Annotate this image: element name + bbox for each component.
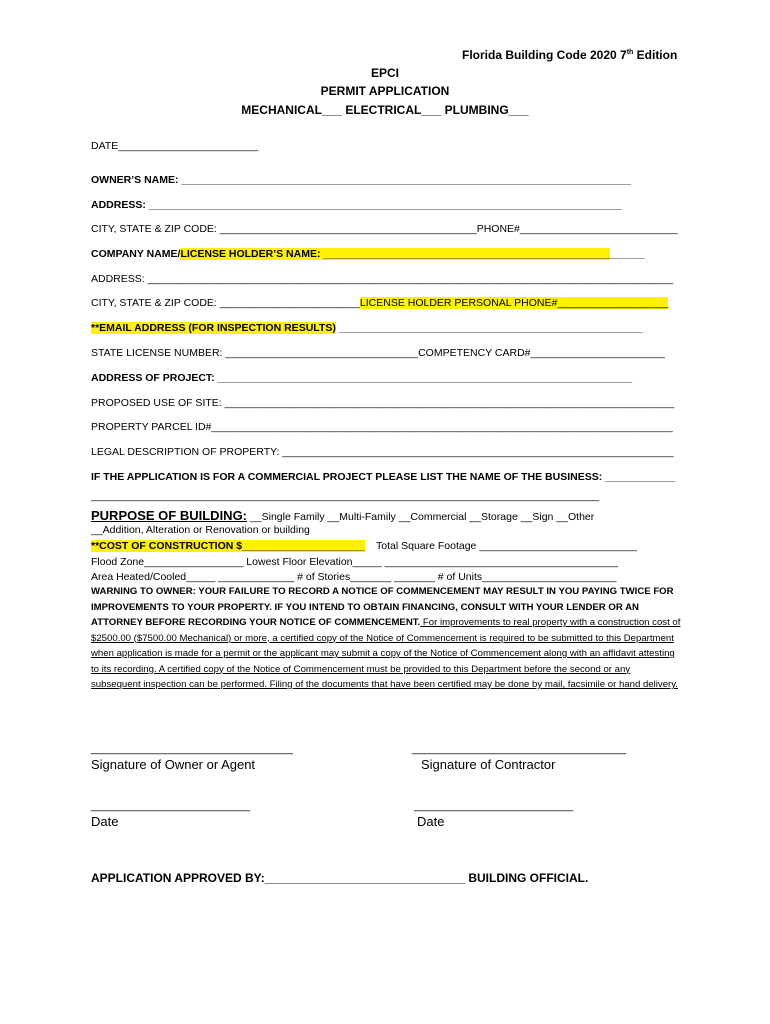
- area-heated-field[interactable]: Area Heated/Cooled_____ _____________ # of Stories_______ _______ # of Units_______________________: [91, 571, 617, 583]
- cost-of-construction-field[interactable]: **COST OF CONSTRUCTION $_____________________: [91, 540, 365, 552]
- commercial-business-field[interactable]: IF THE APPLICATION IS FOR A COMMERCIAL PROJECT PLEASE LIST THE NAME OF THE BUSINESS: ____________: [91, 471, 676, 483]
- license-holder-phone-highlight: LICENSE HOLDER PERSONAL PHONE#___________________: [359, 297, 669, 309]
- date-field[interactable]: DATE________________________: [91, 140, 259, 152]
- company-city-field[interactable]: CITY, STATE & ZIP CODE: ________________________LICENSE HOLDER PERSONAL PHONE#___________________: [91, 297, 669, 309]
- contractor-date-label: Date: [417, 814, 445, 829]
- form-title-epci: EPCI: [370, 66, 399, 80]
- email-highlight: **EMAIL ADDRESS (FOR INSPECTION RESULTS): [91, 322, 336, 334]
- owner-city-phone-field[interactable]: CITY, STATE & ZIP CODE: ____________________________________________PHONE#___________________________: [91, 223, 678, 235]
- owner-date-label: Date: [91, 814, 119, 829]
- purpose-of-building-row: [91, 507, 594, 525]
- application-approved-by[interactable]: APPLICATION APPROVED BY:______________________________ BUILDING OFFICIAL.: [91, 871, 589, 885]
- addition-option[interactable]: __Addition, Alteration or Renovation or building: [91, 524, 310, 536]
- parcel-id-field[interactable]: PROPERTY PARCEL ID#_______________________________________________________________________________: [91, 421, 673, 433]
- company-address-field[interactable]: ADDRESS: __________________________________________________________________________________________: [91, 273, 674, 285]
- notice-of-commencement-warning: [91, 584, 681, 693]
- warning-underlined-text: For improvements to real property with a construction cost of $2500.00 ($7500.00 Mechanical) or more, a certified copy of the Notice of Commencement is required to be submitted to this Department when application is made for a permit or the applicant may submit a copy of the Notice of Commencement along with an affidavit attesting to its recording. A certified copy of the Notice of Commencement must be provided to this Department before the second or any subsequent inspection can be performed. Filing of the documents that have been certified may be done by mail, facsimile or hand delivery.: [91, 617, 681, 690]
- proposed-use-field[interactable]: PROPOSED USE OF SITE: _____________________________________________________________________________: [91, 397, 675, 409]
- license-holder-highlight: LICENSE HOLDER’S NAME: _________________________________________________: [180, 248, 610, 260]
- contractor-signature-label: Signature of Contractor: [421, 757, 556, 772]
- contractor-date-line[interactable]: __________________________: [414, 800, 574, 812]
- total-square-footage-field[interactable]: Total Square Footage ___________________________: [376, 540, 637, 552]
- flood-zone-field[interactable]: Flood Zone_________________ Lowest Floor Elevation_____ ________________________________________: [91, 556, 619, 568]
- contractor-signature-line[interactable]: ___________________________________: [412, 743, 627, 755]
- code-edition: Florida Building Code 2020 7th Edition: [462, 48, 678, 62]
- form-title-permit: PERMIT APPLICATION: [320, 84, 450, 98]
- owner-date-line[interactable]: __________________________: [91, 800, 251, 812]
- project-address-field[interactable]: ADDRESS OF PROJECT: _______________________________________________________________________: [91, 372, 633, 384]
- company-name-field[interactable]: COMPANY NAME/LICENSE HOLDER’S NAME: _______________________________________________________: [91, 248, 645, 260]
- email-field[interactable]: **EMAIL ADDRESS (FOR INSPECTION RESULTS) ____________________________________________________: [91, 322, 643, 334]
- purpose-label: PURPOSE OF BUILDING:: [91, 508, 248, 523]
- owner-signature-label: Signature of Owner or Agent: [91, 757, 256, 772]
- owner-name-field[interactable]: OWNER’S NAME: _____________________________________________________________________________: [91, 174, 632, 186]
- warning-bold-text: WARNING TO OWNER: YOUR FAILURE TO RECORD A NOTICE OF COMMENCEMENT MAY RESULT IN YOU PAYING TWICE FOR IMPROVEMENTS TO YOUR PROPERTY. IF YOU INTEND TO OBTAIN FINANCING, CONSULT WITH YOUR LENDER OR AN ATTORNEY BEFORE RECORDING YOUR NOTICE OF COMMENCEMENT.: [91, 586, 674, 628]
- owner-signature-line[interactable]: _________________________________: [91, 743, 293, 755]
- state-license-field[interactable]: STATE LICENSE NUMBER: _________________________________COMPETENCY CARD#_______________________: [91, 347, 665, 359]
- owner-address-field[interactable]: ADDRESS: _________________________________________________________________________________: [91, 199, 622, 211]
- form-title-trades: MECHANICAL___ ELECTRICAL___ PLUMBING___: [241, 103, 529, 117]
- purpose-options[interactable]: __Single Family __Multi-Family __Commercial __Storage __Sign __Other: [247, 511, 595, 523]
- commercial-business-line2[interactable]: _______________________________________________________________________________________: [91, 490, 600, 502]
- legal-description-field[interactable]: LEGAL DESCRIPTION OF PROPERTY: ___________________________________________________________________: [91, 446, 674, 458]
